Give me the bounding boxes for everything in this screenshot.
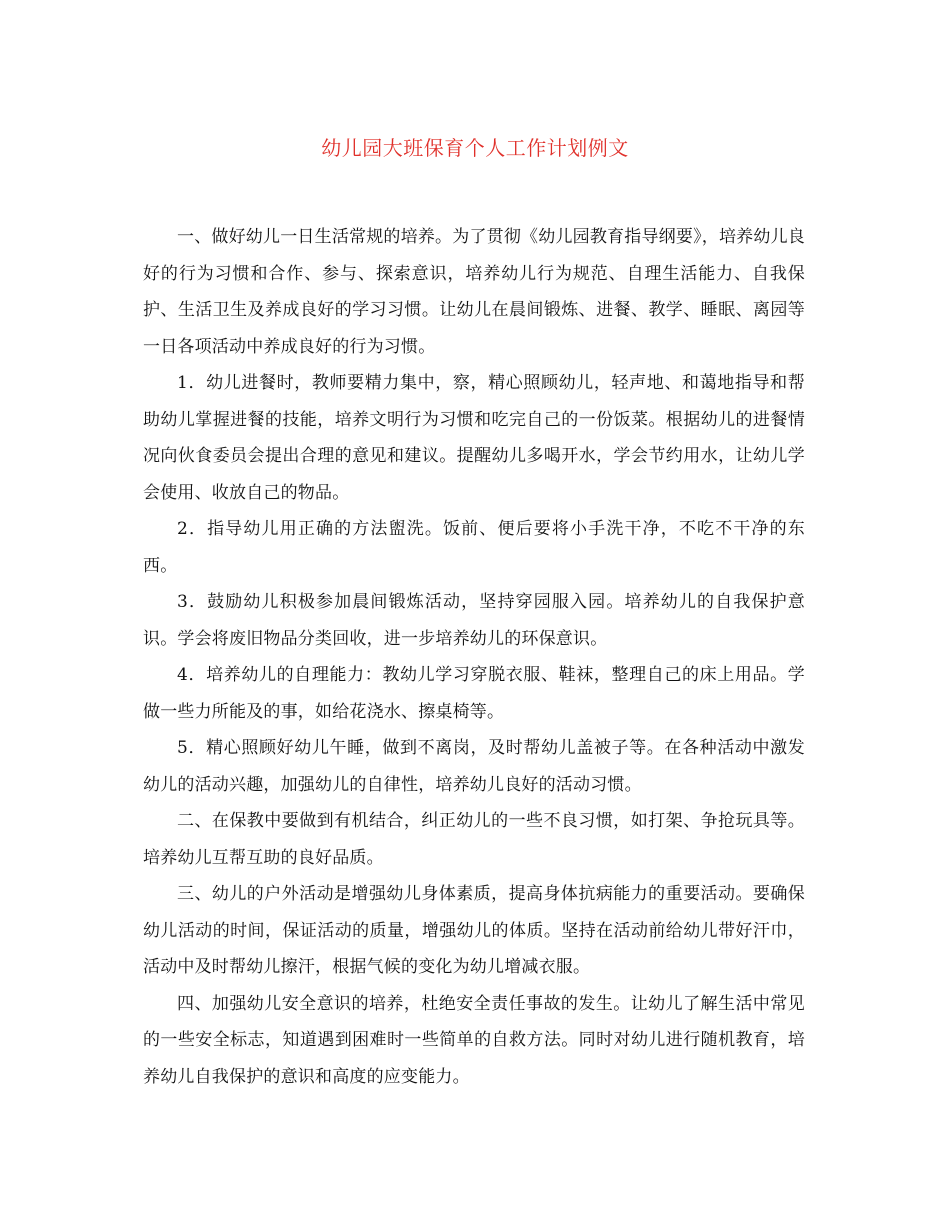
paragraph-3: 2．指导幼儿用正确的方法盥洗。饭前、便后要将小手洗干净，不吃不干净的东西。 [143,519,805,576]
paragraph-2: 1．幼儿进餐时，教师要精力集中，察，精心照顾幼儿，轻声地、和蔼地指导和帮助幼儿掌握进餐的技能，培养文明行为习惯和吃完自己的一份饭菜。根据幼儿的进餐情况向伙食委员会提出合理的意见和建议。提醒幼儿多喝开水，学会节约用水，让幼儿学会使用、收放自己的物品。 [143,373,805,503]
paragraph-1: 一、做好幼儿一日生活常规的培养。为了贯彻《幼儿园教育指导纲要》，培养幼儿良好的行为习惯和合作、参与、探索意识，培养幼儿行为规范、自理生活能力、自我保护、生活卫生及养成良好的学习习惯。让幼儿在晨间锻炼、进餐、教学、睡眠、离园等一日各项活动中养成良好的行为习惯。 [143,227,805,357]
paragraph-7: 二、在保教中要做到有机结合，纠正幼儿的一些不良习惯，如打架、争抢玩具等。培养幼儿互帮互助的良好品质。 [143,811,805,868]
paragraph-4: 3．鼓励幼儿积极参加晨间锻炼活动，坚持穿园服入园。培养幼儿的自我保护意识。学会将废旧物品分类回收，进一步培养幼儿的环保意识。 [143,592,805,649]
document-title: 幼儿园大班保育个人工作计划例文 [321,136,629,160]
paragraph-9: 四、加强幼儿安全意识的培养，杜绝安全责任事故的发生。让幼儿了解生活中常见的一些安全标志，知道遇到困难时一些简单的自救方法。同时对幼儿进行随机教育，培养幼儿自我保护的意识和高度的应变能力。 [143,993,805,1087]
paragraph-5: 4．培养幼儿的自理能力：教幼儿学习穿脱衣服、鞋袜，整理自己的床上用品。学做一些力所能及的事，如给花浇水、擦桌椅等。 [143,665,805,722]
paragraph-8: 三、幼儿的户外活动是增强幼儿身体素质，提高身体抗病能力的重要活动。要确保幼儿活动的时间，保证活动的质量，增强幼儿的体质。坚持在活动前给幼儿带好汗巾，活动中及时帮幼儿擦汗，根据气候的变化为幼儿增减衣服。 [143,884,805,977]
document-body [143,219,805,1095]
paragraph-6: 5．精心照顾好幼儿午睡，做到不离岗，及时帮幼儿盖被子等。在各种活动中激发幼儿的活动兴趣，加强幼儿的自律性，培养幼儿良好的活动习惯。 [143,738,805,795]
